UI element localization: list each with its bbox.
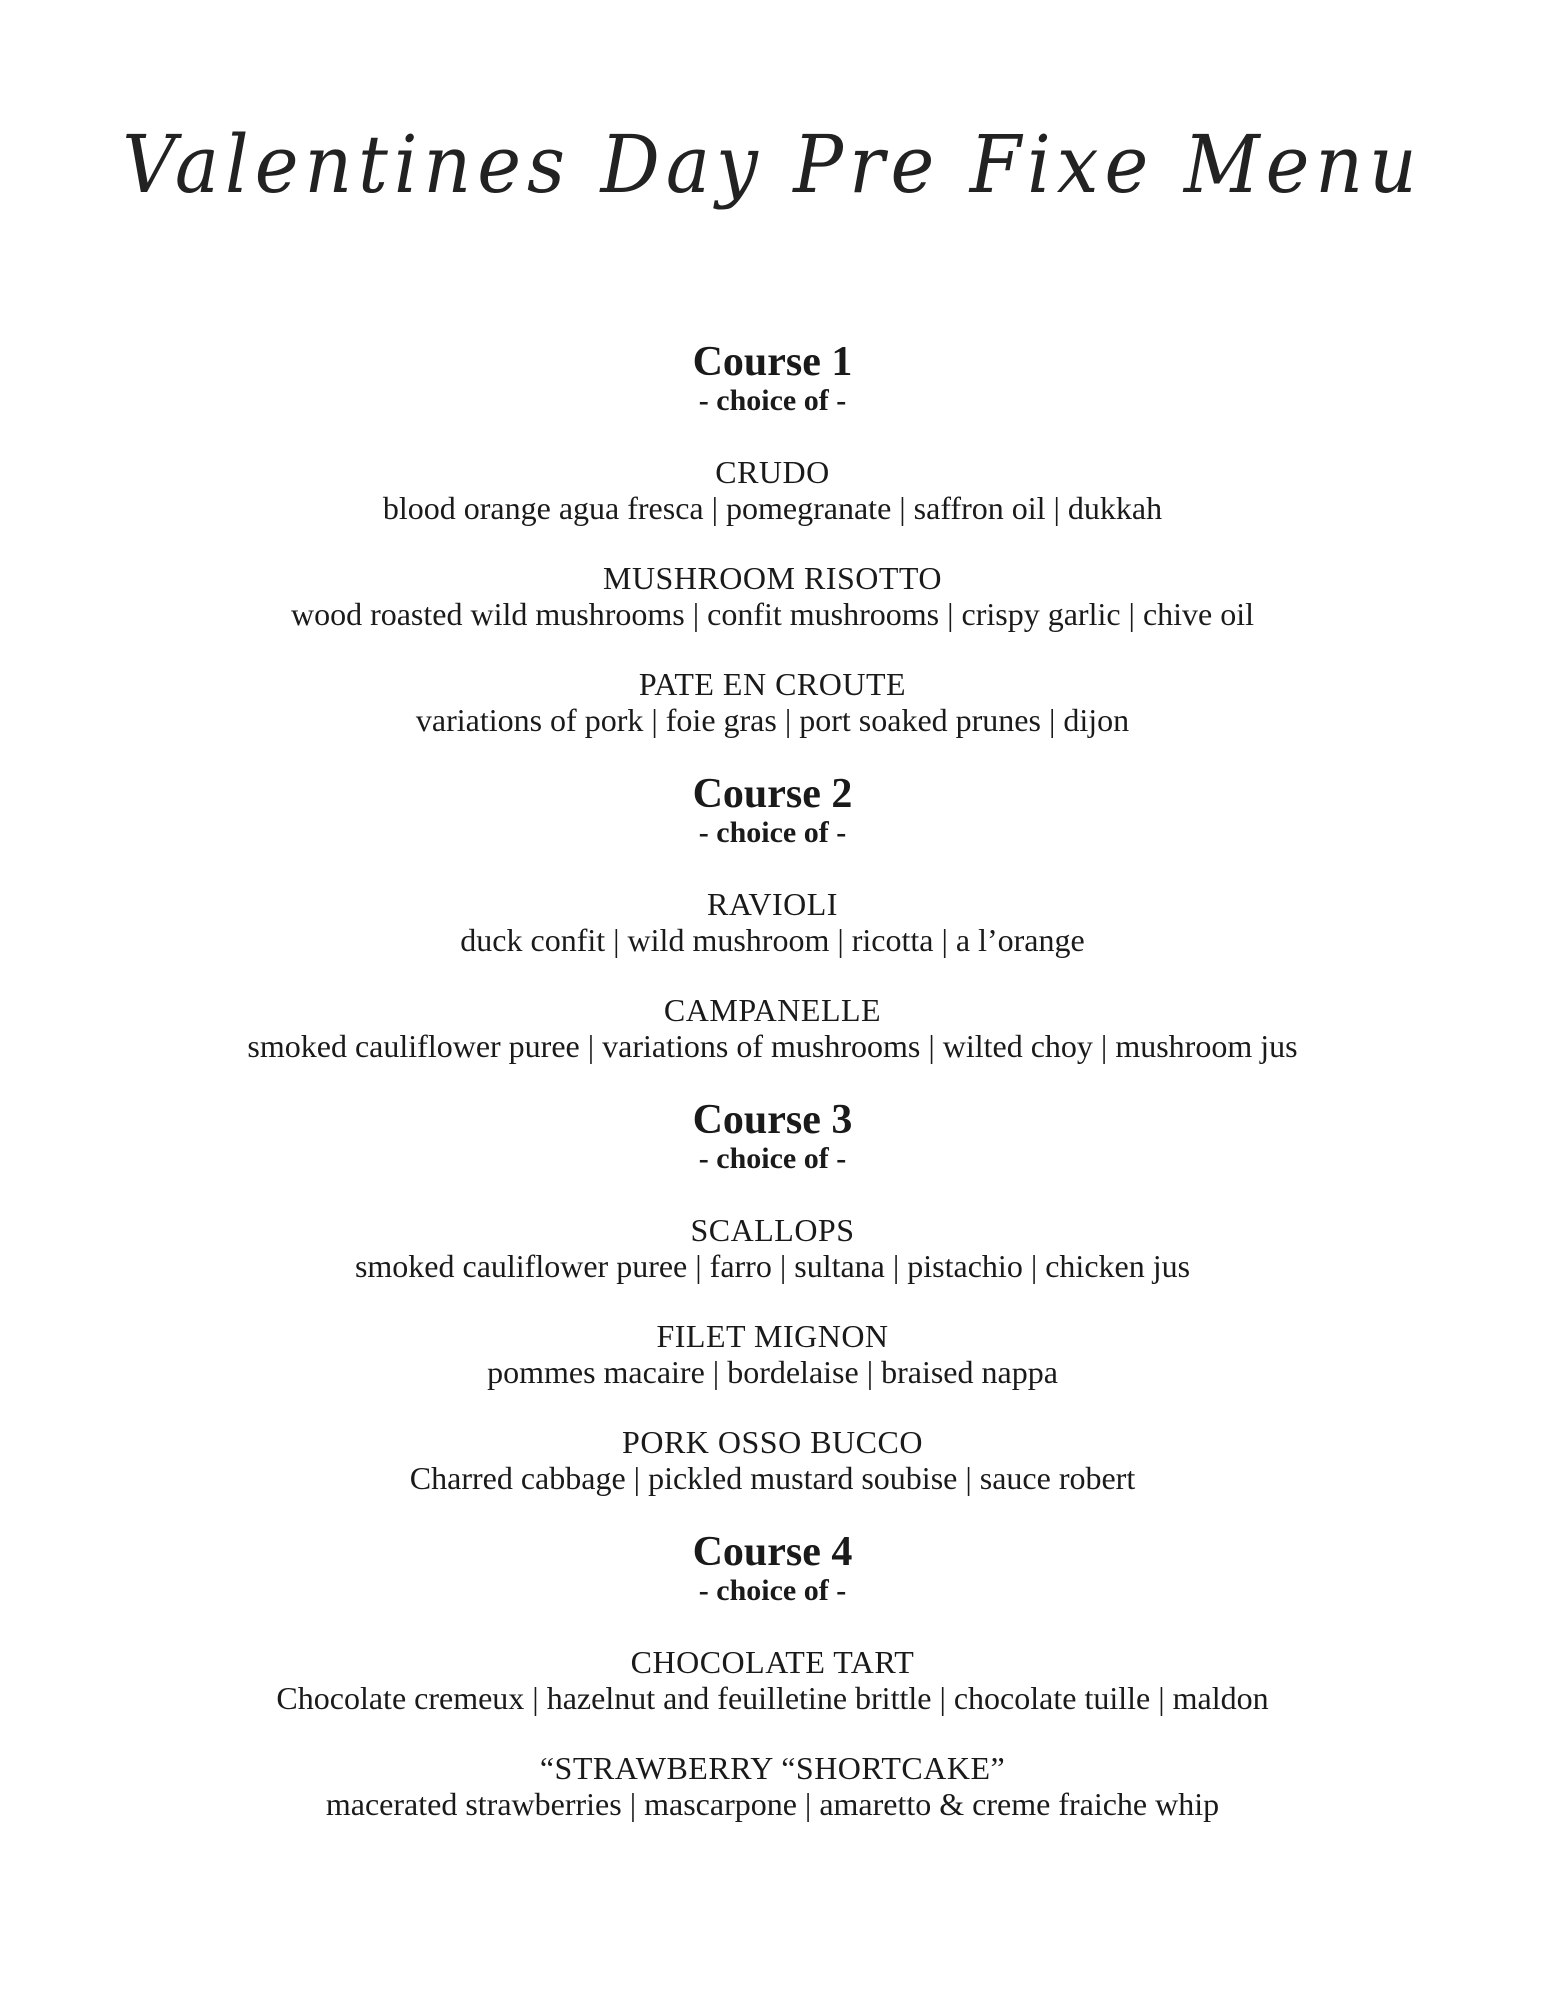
course-heading: Course 2 [692, 771, 853, 817]
dish-ravioli [0, 886, 1545, 958]
dish-description: Charred cabbage | pickled mustard soubise | sauce robert [409, 1460, 1136, 1496]
course-subheading: - choice of - [698, 384, 847, 417]
dish-name: FILET MIGNON [656, 1318, 889, 1354]
dish-description: pommes macaire | bordelaise | braised nappa [487, 1354, 1058, 1390]
dish-description: Chocolate cremeux | hazelnut and feuilletine brittle | chocolate tuille | maldon [276, 1680, 1269, 1716]
dish-description: variations of pork | foie gras | port soaked prunes | dijon [415, 702, 1130, 738]
dish-scallops [0, 1212, 1545, 1284]
dish-name: SCALLOPS [690, 1212, 855, 1248]
dish-name: MUSHROOM RISOTTO [602, 560, 942, 596]
dish-description: blood orange agua fresca | pomegranate | saffron oil | dukkah [382, 490, 1163, 526]
dish-name: PATE EN CROUTE [638, 666, 907, 702]
dish-crudo [0, 454, 1545, 526]
dish-description: duck confit | wild mushroom | ricotta | a l’orange [460, 922, 1085, 958]
dish-description: smoked cauliflower puree | farro | sultana | pistachio | chicken jus [354, 1248, 1191, 1284]
dish-name: CHOCOLATE TART [630, 1644, 915, 1680]
dish-name: “STRAWBERRY “SHORTCAKE” [539, 1750, 1006, 1786]
menu-title: Valentines Day Pre Fixe Menu [122, 118, 1423, 212]
dish-strawberry-shortcake [0, 1750, 1545, 1822]
course-1 [0, 340, 1545, 738]
dish-name: CAMPANELLE [663, 992, 882, 1028]
course-heading: Course 3 [692, 1097, 853, 1143]
dish-description: macerated strawberries | mascarpone | amaretto & creme fraiche whip [325, 1786, 1220, 1822]
course-3 [0, 1098, 1545, 1496]
course-subheading: - choice of - [698, 1142, 847, 1175]
course-subheading: - choice of - [698, 1574, 847, 1607]
course-2 [0, 772, 1545, 1064]
course-4 [0, 1530, 1545, 1822]
dish-name: PORK OSSO BUCCO [622, 1424, 923, 1460]
dish-name: CRUDO [715, 454, 830, 490]
dish-campanelle [0, 992, 1545, 1064]
dish-name: RAVIOLI [707, 886, 838, 922]
dish-description: smoked cauliflower puree | variations of mushrooms | wilted choy | mushroom jus [247, 1028, 1298, 1064]
dish-pork-osso-bucco [0, 1424, 1545, 1496]
course-subheading: - choice of - [698, 816, 847, 849]
course-heading: Course 1 [692, 339, 853, 385]
course-heading: Course 4 [692, 1529, 853, 1575]
dish-description: wood roasted wild mushrooms | confit mushrooms | crispy garlic | chive oil [290, 596, 1255, 632]
dish-filet-mignon [0, 1318, 1545, 1390]
dish-mushroom-risotto [0, 560, 1545, 632]
menu-body [0, 340, 1545, 1856]
dish-chocolate-tart [0, 1644, 1545, 1716]
dish-pate-en-croute [0, 666, 1545, 738]
